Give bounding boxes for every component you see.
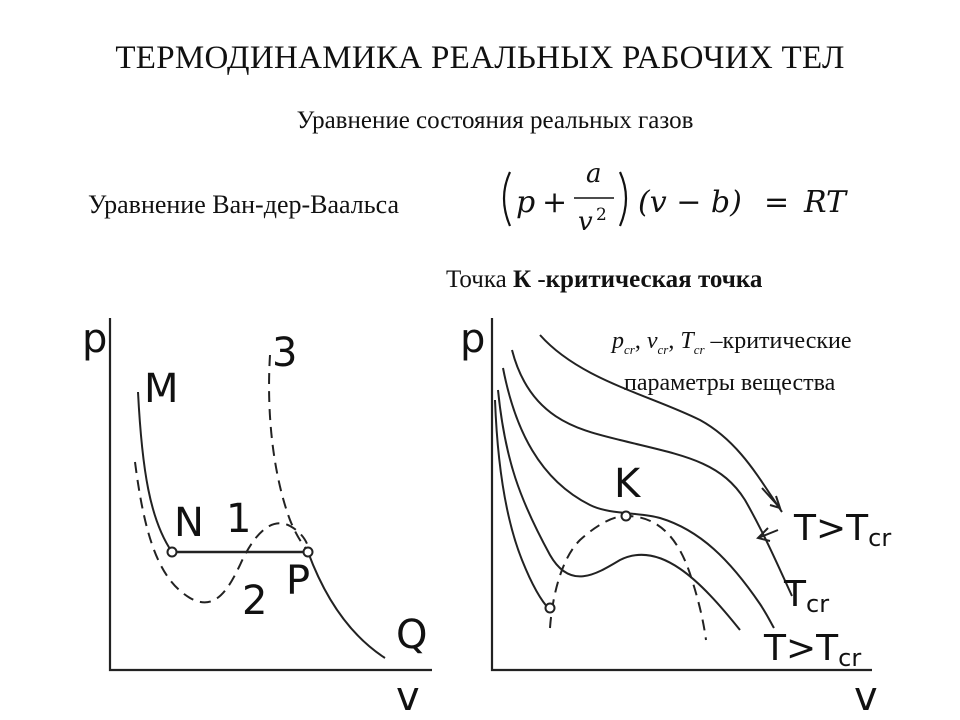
- param-t: T: [680, 328, 694, 354]
- critical-rest: критическая точка: [545, 266, 763, 293]
- critical-prefix: Точка: [446, 266, 513, 293]
- label-t-eq: [783, 574, 829, 618]
- label-m: M: [144, 366, 179, 412]
- param-text2: параметры вещества: [624, 370, 836, 396]
- slide-title: ТЕРМОДИНАМИКА РЕАЛЬНЫХ РАБОЧИХ ТЕЛ: [115, 40, 845, 76]
- critical-dash: -: [531, 266, 546, 293]
- left-point-n: [168, 548, 177, 557]
- formula-vb: (v − b): [638, 185, 742, 220]
- label-3: 3: [272, 330, 298, 376]
- left-x-label: v: [396, 674, 420, 720]
- right-y-label: p: [460, 316, 486, 362]
- label-2: 2: [242, 578, 268, 624]
- formula-eq: =: [764, 185, 790, 220]
- formula-v: v: [578, 207, 593, 237]
- right-x-label: v: [854, 674, 878, 720]
- formula-a: a: [586, 159, 602, 189]
- left-point-p: [304, 548, 313, 557]
- param-p: p: [612, 328, 624, 354]
- left-isotherm-pq: [308, 552, 385, 658]
- right-isotherm-1: [540, 335, 782, 512]
- critical-k: К: [512, 266, 532, 293]
- formula-p: p: [516, 185, 536, 220]
- param-v-sub: cr: [657, 341, 669, 357]
- slide-subtitle: Уравнение состояния реальных газов: [296, 107, 694, 134]
- equation-label: Уравнение Ван-дер-Ваальса: [88, 190, 400, 219]
- label-t-eq-sub: cr: [806, 590, 830, 618]
- label-k: K: [614, 461, 641, 507]
- label-t-gt-2-main: T>T: [764, 628, 839, 669]
- right-critical-point: [622, 512, 631, 521]
- label-t-eq-main: T: [784, 574, 806, 615]
- critical-parameters: $p_{cr}$, $v_{cr}$, $T_{cr}$ –критические параметры вещества: [612, 322, 852, 369]
- label-1: 1: [226, 496, 252, 542]
- formula-plus: +: [542, 185, 568, 220]
- right-isotherm-2: [512, 350, 792, 596]
- right-saturation-dome: [550, 516, 706, 640]
- label-t-gt-2-sub: cr: [838, 644, 862, 672]
- label-t-gt-1: [793, 508, 891, 552]
- label-t-gt-1-main: T>T: [794, 508, 869, 549]
- formula-rt: RT: [804, 185, 847, 220]
- param-t-sub: cr: [693, 341, 705, 357]
- label-q: Q: [396, 612, 428, 658]
- left-isotherm-mn: [138, 392, 172, 552]
- label-n: N: [174, 500, 204, 546]
- formula-exponent: 2: [596, 205, 607, 225]
- param-text1: –критические: [704, 328, 852, 354]
- right-isotherm-4: [498, 390, 740, 630]
- left-curve-3: [269, 355, 308, 552]
- label-t-gt-1-sub: cr: [868, 524, 892, 552]
- label-t-gt-2: [763, 628, 861, 672]
- param-v: v: [646, 328, 658, 354]
- right-dome-point: [546, 604, 555, 613]
- param-p-sub: cr: [624, 341, 635, 357]
- label-p: P: [286, 558, 311, 604]
- arrow-icon: [762, 488, 780, 508]
- left-y-label: p: [82, 316, 108, 362]
